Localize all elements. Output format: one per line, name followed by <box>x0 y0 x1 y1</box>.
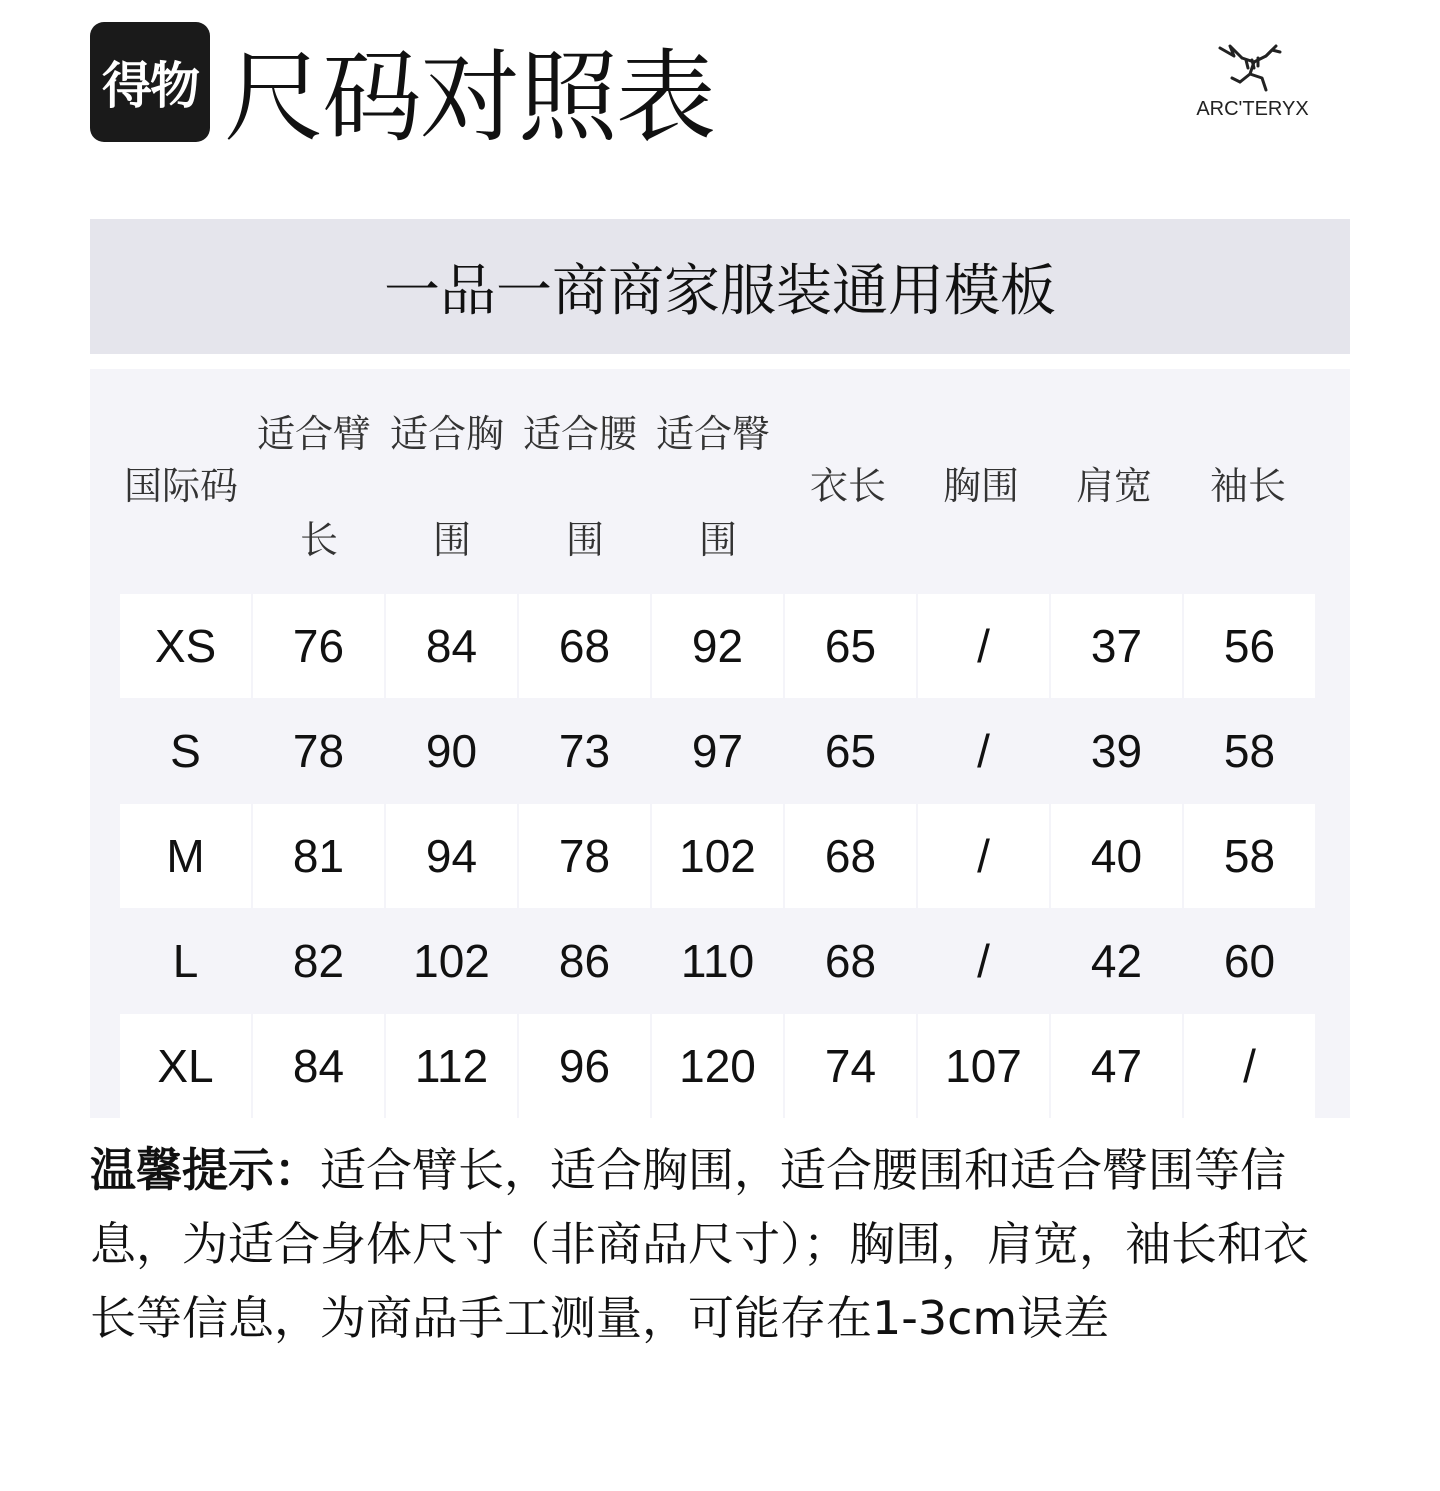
cell-arm-length: 84 <box>253 1014 384 1118</box>
cell-length: 74 <box>785 1014 916 1118</box>
note-text: 适合臂长，适合胸围，适合腰围和适合臀围等信息，为适合身体尺寸（非商品尺寸）；胸围，肩宽，袖长和衣长等信息，为商品手工测量，可能存在1-3cm误差 <box>90 1143 1309 1345</box>
cell-sleeve: / <box>1184 1014 1315 1118</box>
cell-chest: / <box>977 935 990 987</box>
size-table: 国际码 适合臂 长 适合胸 围 适合腰 围 适合臀 围 衣长 胸围 肩宽 袖长 XS 76 84 68 92 65 / 37 56 S 78 90 73 97 65 / 39 58 M 81 94 78 102 68 / 40 58 L 82 102 86 110 68 / 42 60 XL 84 112 96 120 74 107 47 / <box>90 369 1350 1118</box>
cell-hip-fit: 110 <box>680 935 755 987</box>
archaeopteryx-icon <box>1210 38 1290 96</box>
cell-shoulder: 42 <box>1090 935 1143 987</box>
cell-chest-fit: 102 <box>413 935 490 987</box>
table-row <box>120 1014 1318 1118</box>
cell-shoulder: 37 <box>1051 594 1182 698</box>
cell-hip-fit: 97 <box>691 725 744 777</box>
col-header-sleeve: 袖长 <box>1210 464 1287 508</box>
brand-name: ARC'TERYX <box>1196 98 1309 120</box>
cell-waist-fit: 73 <box>558 725 611 777</box>
cell-length: 68 <box>785 804 916 908</box>
cell-sleeve: 56 <box>1184 594 1315 698</box>
col-header-size: 国际码 <box>124 464 239 508</box>
cell-arm-length: 76 <box>253 594 384 698</box>
cell-waist-fit: 86 <box>558 935 611 987</box>
cell-shoulder: 40 <box>1051 804 1182 908</box>
col-header-length: 衣长 <box>810 464 887 508</box>
cell-shoulder: 39 <box>1090 725 1143 777</box>
cell-waist-fit: 78 <box>519 804 650 908</box>
page-title: 尺码对照表 <box>224 39 714 156</box>
cell-chest: 107 <box>918 1014 1049 1118</box>
table-row <box>120 804 1318 908</box>
col-header-shoulder: 肩宽 <box>1076 464 1153 508</box>
cell-chest-fit: 112 <box>386 1014 517 1118</box>
cell-sleeve: 58 <box>1184 804 1315 908</box>
size-note <box>90 1133 1350 1355</box>
cell-sleeve: 58 <box>1223 725 1276 777</box>
cell-size: XS <box>120 594 251 698</box>
cell-arm-length: 81 <box>253 804 384 908</box>
cell-shoulder: 47 <box>1051 1014 1182 1118</box>
cell-length: 65 <box>824 725 877 777</box>
logo-text: 得物 <box>102 57 198 115</box>
cell-sleeve: 60 <box>1223 935 1276 987</box>
cell-size: M <box>120 804 251 908</box>
note-label: 温馨提示： <box>90 1143 320 1197</box>
cell-waist-fit: 68 <box>519 594 650 698</box>
cell-chest-fit: 90 <box>425 725 478 777</box>
banner-text: 一品一商商家服装通用模板 <box>384 258 1056 324</box>
table-row <box>120 594 1318 698</box>
cell-size: XL <box>120 1014 251 1118</box>
table-row <box>120 909 1318 1013</box>
cell-chest: / <box>918 804 1049 908</box>
cell-length: 65 <box>785 594 916 698</box>
template-banner <box>90 219 1350 354</box>
brand-logo <box>1180 38 1325 128</box>
cell-hip-fit: 120 <box>652 1014 783 1118</box>
cell-length: 68 <box>824 935 877 987</box>
cell-arm-length: 78 <box>292 725 345 777</box>
table-row <box>120 699 1318 803</box>
cell-waist-fit: 96 <box>519 1014 650 1118</box>
col-header-chest: 胸围 <box>943 464 1020 508</box>
cell-chest-fit: 84 <box>386 594 517 698</box>
cell-arm-length: 82 <box>292 935 345 987</box>
cell-size: S <box>170 725 201 777</box>
dewu-logo <box>90 22 210 142</box>
cell-chest: / <box>918 594 1049 698</box>
cell-chest-fit: 94 <box>386 804 517 908</box>
cell-chest: / <box>977 725 990 777</box>
cell-size: L <box>172 935 199 987</box>
cell-hip-fit: 92 <box>652 594 783 698</box>
cell-hip-fit: 102 <box>652 804 783 908</box>
